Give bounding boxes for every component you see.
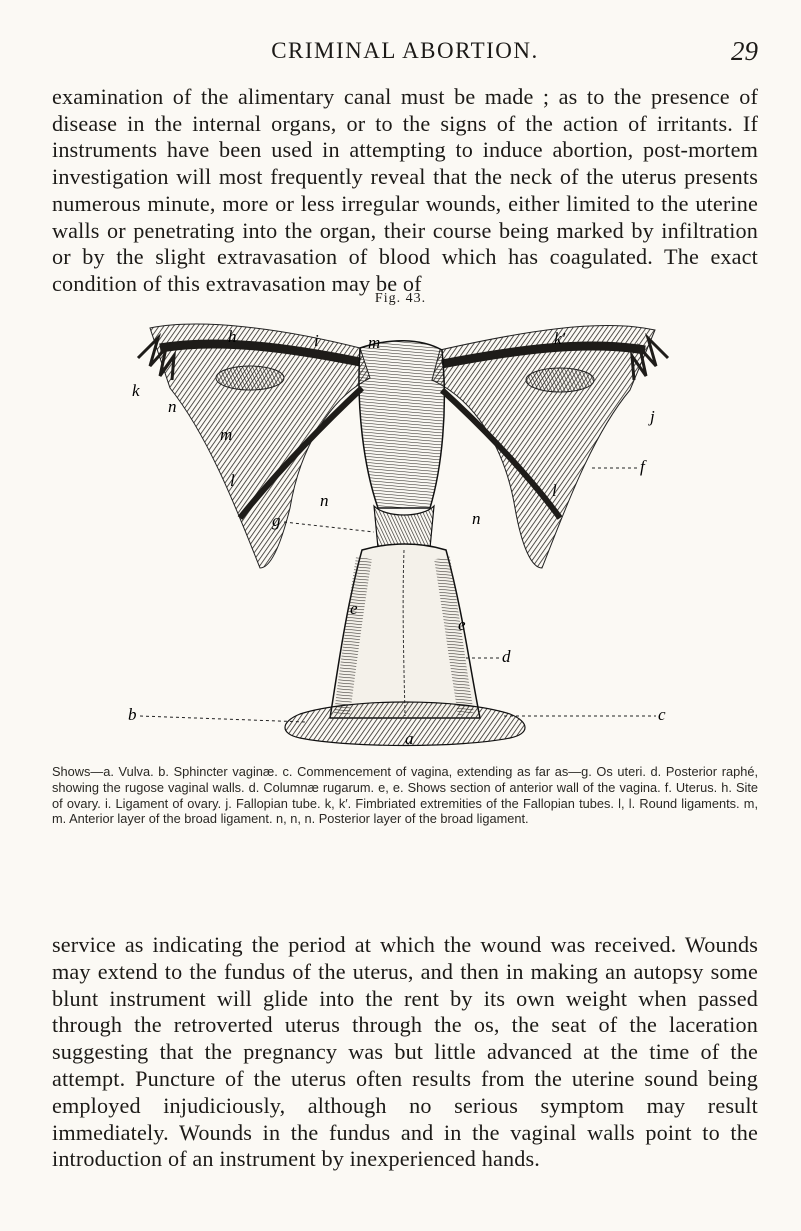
- label-j: j: [650, 407, 655, 426]
- ovary-right: [526, 368, 594, 392]
- label-d: d: [502, 647, 511, 666]
- label-l-right: l: [552, 481, 557, 500]
- label-n-mid: n: [320, 491, 329, 510]
- running-head: CRIMINAL ABORTION.: [271, 38, 539, 63]
- label-m-top: m: [368, 333, 381, 352]
- label-h: h: [228, 327, 237, 346]
- page-number: 29: [731, 36, 758, 66]
- label-c: c: [658, 705, 666, 724]
- paragraph-2: service as indicating the period at which the wound was received. Wounds may extend to the fundus of the uterus, and then in making an autopsy some blunt instrument will glide into the rent by its own weight when passed through the retroverted uterus through the os, the seat of the laceration suggesting that the pregnancy was but little advanced at the time of the attempt. Puncture of the uterus often results from the uterine sound being employed injudiciously, although no serious symptom may result immediately. Wounds in the fundus and in the vaginal walls point to the introduction of an instrument by inexperienced hands.: [52, 932, 758, 1172]
- label-g: g: [272, 511, 281, 530]
- label-e-right: e: [458, 615, 466, 634]
- paragraph-1: examination of the alimentary canal must be made ; as to the presence of disease in the internal organs, or to the signs of the action of irritants. If instruments have been used in attempting to induce abortion, post-mortem investigation will most frequently reveal that the neck of the uterus presents numerous minute, more or less irregular wounds, either limited to the uterine walls or penetrating into the organ, their course being marked by infiltration or by the slight extravasation of blood which has coagulated. The exact condition of this extravasation may be of: [52, 84, 758, 296]
- label-k-prime: k′: [554, 329, 566, 348]
- label-l-left: l: [230, 471, 235, 490]
- anatomical-illustration: [130, 318, 675, 746]
- uterus: [359, 341, 444, 508]
- label-i: i: [314, 331, 319, 350]
- label-a: a: [405, 729, 414, 748]
- figure-label: Fig. 43.: [374, 291, 427, 306]
- label-n-left: n: [168, 397, 177, 416]
- label-b: b: [128, 705, 137, 724]
- label-f: f: [640, 457, 645, 476]
- ovary-left: [216, 366, 284, 390]
- figure-caption: Shows—a. Vulva. b. Sphincter vaginæ. c. Commencement of vagina, extending as far as—g. Os uteri. d. Posterior raphé, showing the rugose vaginal walls. d. Columnæ rugarum. e, e. Shows section of anterior wall of the vagina. f. Uterus. h. Site of ovary. i. Ligament of ovary. j. Fallopian tube. k, k′. Fimbriated extremities of the Fallopian tubes. l, l. Round ligaments. m, m. Anterior layer of the broad ligament. n, n, n. Posterior layer of the broad ligament.: [52, 764, 758, 827]
- label-n-right: n: [472, 509, 481, 528]
- label-k: k: [132, 381, 140, 400]
- leader-b: [140, 716, 306, 722]
- leader-g: [284, 522, 374, 532]
- label-m-left: m: [220, 425, 233, 444]
- page-header: [52, 38, 758, 72]
- label-e-left: e: [350, 599, 358, 618]
